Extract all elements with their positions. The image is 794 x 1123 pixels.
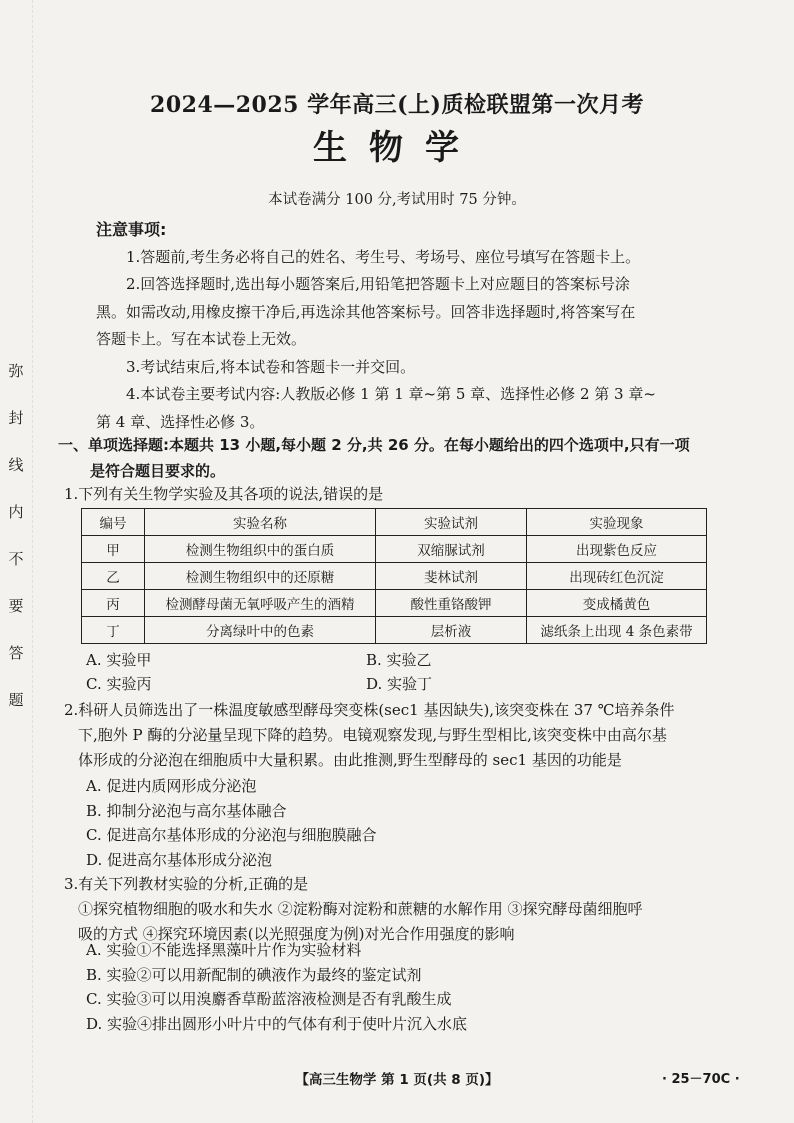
option-c[interactable]: C. 促进高尔基体形成的分泌泡与细胞膜融合 bbox=[86, 826, 377, 844]
exam-meta: 本试卷满分 100 分,考试用时 75 分钟。 bbox=[268, 192, 526, 208]
option-c[interactable]: C. 实验丙 bbox=[86, 675, 152, 693]
option-d[interactable]: D. 实验丁 bbox=[366, 675, 433, 693]
stem-line: 3.有关下列教材实验的分析,正确的是 bbox=[64, 875, 309, 893]
side-char: 不 bbox=[8, 550, 24, 568]
table-cell: 层析液 bbox=[376, 617, 527, 644]
option-b[interactable]: B. 实验乙 bbox=[366, 651, 432, 669]
table-header: 编号 bbox=[82, 509, 145, 536]
table-header-row bbox=[82, 509, 707, 536]
stem-line: 体形成的分泌泡在细胞质中大量积累。由此推测,野生型酵母的 sec1 基因的功能是 bbox=[78, 751, 622, 769]
side-char: 答 bbox=[8, 644, 24, 662]
table-row bbox=[82, 617, 707, 644]
table-header: 实验试剂 bbox=[376, 509, 527, 536]
question-2-options bbox=[86, 774, 726, 872]
stem-line: 2.科研人员筛选出了一株温度敏感型酵母突变株(sec1 基因缺失),该突变株在 37 ℃培养条件 bbox=[64, 701, 675, 719]
table-row bbox=[82, 563, 707, 590]
table-cell: 检测酵母菌无氧呼吸产生的酒精 bbox=[145, 590, 376, 617]
side-char: 线 bbox=[8, 456, 24, 474]
stem-line: 下,胞外 P 酶的分泌量呈现下降的趋势。电镜观察发现,与野生型相比,该突变株中由高尔基 bbox=[78, 726, 667, 744]
side-char: 封 bbox=[8, 409, 24, 427]
table-header: 实验名称 bbox=[145, 509, 376, 536]
table-cell: 酸性重铬酸钾 bbox=[376, 590, 527, 617]
side-char: 题 bbox=[8, 691, 24, 709]
binding-margin-text bbox=[6, 360, 26, 710]
table-cell: 检测生物组织中的蛋白质 bbox=[145, 536, 376, 563]
option-a[interactable]: A. 实验①不能选择黑藻叶片作为实验材料 bbox=[86, 941, 362, 959]
section-line: 是符合题目要求的。 bbox=[90, 462, 226, 480]
option-d[interactable]: D. 实验④排出圆形小叶片中的气体有利于使叶片沉入水底 bbox=[86, 1014, 468, 1033]
table-cell: 双缩脲试剂 bbox=[376, 536, 527, 563]
option-b[interactable]: B. 抑制分泌泡与高尔基体融合 bbox=[86, 801, 287, 820]
option-c[interactable]: C. 实验③可以用溴麝香草酚蓝溶液检测是否有乳酸生成 bbox=[86, 990, 452, 1008]
question-3-stem bbox=[64, 872, 724, 947]
stem-line: ①探究植物细胞的吸水和失水 ②淀粉酶对淀粉和蔗糖的水解作用 ③探究酵母菌细胞呼 bbox=[78, 900, 643, 918]
side-char: 要 bbox=[8, 597, 24, 615]
table-cell: 乙 bbox=[82, 563, 145, 590]
table-cell: 检测生物组织中的还原糖 bbox=[145, 563, 376, 590]
stem-line: 吸的方式 ④探究环境因素(以光照强度为例)对光合作用强度的影响 bbox=[78, 925, 515, 943]
notice-item: 3.考试结束后,将本试卷和答题卡一并交回。 bbox=[126, 357, 416, 376]
question-3-options bbox=[86, 938, 726, 1036]
question-1-options bbox=[86, 648, 646, 696]
question-2-stem bbox=[64, 698, 724, 773]
notice-item: 2.回答选择题时,选出每小题答案后,用铅笔把答题卡上对应题目的答案标号涂 bbox=[126, 275, 630, 293]
notice-item: 答题卡上。写在本试卷上无效。 bbox=[96, 330, 307, 348]
table-cell: 出现紫色反应 bbox=[527, 536, 707, 563]
notice-heading: 注意事项: bbox=[96, 220, 167, 239]
section-line: 一、单项选择题:本题共 13 小题,每小题 2 分,共 26 分。在每小题给出的四个选项中,只有一项 bbox=[58, 436, 690, 454]
section-heading bbox=[58, 432, 716, 484]
table-header: 实验现象 bbox=[527, 509, 707, 536]
notice-item: 4.本试卷主要考试内容:人教版必修 1 第 1 章~第 5 章、选择性必修 2 第 3 章~ bbox=[126, 385, 656, 403]
table-cell: 滤纸条上出现 4 条色素带 bbox=[527, 617, 707, 644]
option-d[interactable]: D. 促进高尔基体形成分泌泡 bbox=[86, 850, 273, 869]
page-footer: 【高三生物学 第 1 页(共 8 页)】 bbox=[295, 1072, 499, 1088]
notice-item: 1.答题前,考生务必将自己的姓名、考生号、考场号、座位号填写在答题卡上。 bbox=[126, 247, 641, 266]
experiment-table bbox=[81, 508, 707, 644]
table-cell: 分离绿叶中的色素 bbox=[145, 617, 376, 644]
table-row bbox=[82, 536, 707, 563]
side-char: 内 bbox=[8, 503, 24, 521]
notice-block bbox=[96, 216, 696, 436]
notice-item: 黑。如需改动,用橡皮擦干净后,再选涂其他答案标号。回答非选择题时,将答案写在 bbox=[96, 302, 636, 321]
table-row bbox=[82, 590, 707, 617]
exam-code: · 25－70C · bbox=[662, 1072, 740, 1087]
notice-item: 第 4 章、选择性必修 3。 bbox=[96, 412, 265, 431]
table-cell: 丙 bbox=[82, 590, 145, 617]
table-cell: 变成橘黄色 bbox=[527, 590, 707, 617]
side-char: 弥 bbox=[8, 362, 24, 380]
table-cell: 出现砖红色沉淀 bbox=[527, 563, 707, 590]
exam-title: 2024—2025 学年高三(上)质检联盟第一次月考 bbox=[150, 92, 644, 118]
table-cell: 丁 bbox=[82, 617, 145, 644]
table-cell: 斐林试剂 bbox=[376, 563, 527, 590]
option-a[interactable]: A. 实验甲 bbox=[86, 651, 152, 669]
option-b[interactable]: B. 实验②可以用新配制的碘液作为最终的鉴定试剂 bbox=[86, 965, 422, 984]
question-1-stem: 1.下列有关生物学实验及其各项的说法,错误的是 bbox=[64, 485, 384, 503]
table-cell: 甲 bbox=[82, 536, 145, 563]
option-a[interactable]: A. 促进内质网形成分泌泡 bbox=[86, 777, 257, 795]
subject-title: 生物学 bbox=[313, 128, 481, 168]
